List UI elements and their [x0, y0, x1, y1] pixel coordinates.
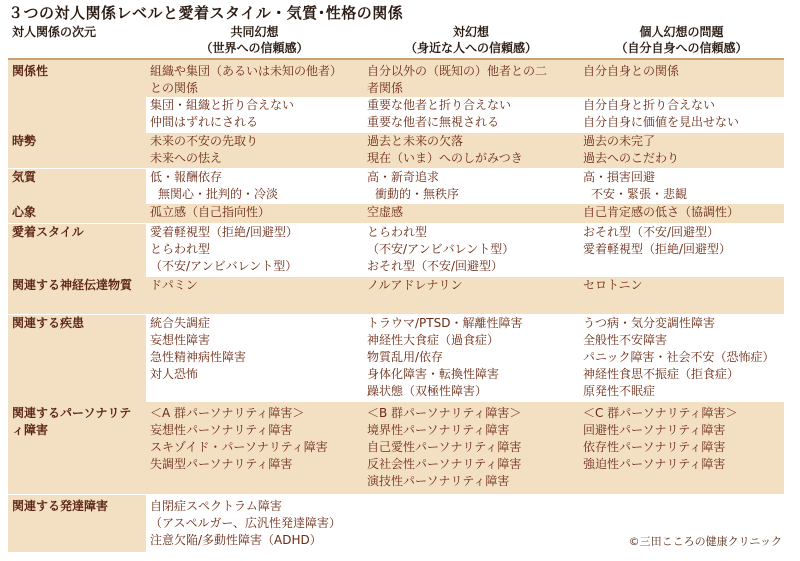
- cell: [146, 314, 363, 402]
- cell: [363, 204, 579, 223]
- cell: [363, 223, 579, 277]
- row-label: 心象: [12, 205, 37, 219]
- copyright: ©三田こころの健康クリニック: [628, 535, 782, 548]
- cell: [579, 204, 784, 223]
- cell-line: 全般性不安障害: [583, 332, 668, 347]
- cell-line: ＜A 群パーソナリティ障害＞: [150, 406, 305, 420]
- row-label: [8, 97, 146, 133]
- cell-line: 過去へのこだわり: [583, 151, 680, 165]
- table-row: [8, 402, 784, 494]
- cell-line: 神経性大食症（過食症）: [367, 332, 500, 347]
- cell: [363, 277, 579, 314]
- row-label: 関係性: [12, 64, 49, 78]
- cell-line: 自分以外の（既知の）他者との二: [367, 64, 548, 78]
- cell-line: 物質乱用/依存: [367, 349, 444, 364]
- table-row: [8, 223, 784, 277]
- cell-line: 自己愛性パーソナリティ障害: [367, 440, 522, 454]
- cell-line: セロトニン: [583, 278, 643, 292]
- cell-line: 失調型パーソナリティ障害: [150, 457, 293, 471]
- cell-line: 原発性不眠症: [583, 383, 656, 398]
- cell: [579, 97, 784, 133]
- cell: [579, 59, 784, 97]
- table-row: [8, 59, 784, 97]
- cell-line: 仲間はずれにされる: [150, 115, 259, 129]
- table-row: [8, 204, 784, 223]
- header-col2: 対幻想 （身近な人への信頼感）: [404, 25, 537, 55]
- cell-line: 妄想性障害: [150, 332, 211, 347]
- cell: [363, 133, 579, 168]
- cell-line: 反社会性パーソナリティ障害: [367, 457, 522, 471]
- cell: [579, 168, 784, 204]
- cell-line: トラウマ/PTSD・解離性障害: [367, 315, 523, 330]
- cell-line: 高・損害回避: [583, 169, 656, 184]
- cell-line: 無関心・批判的・冷淡: [158, 186, 279, 201]
- cell: [363, 494, 579, 552]
- cell-line: うつ病・気分変調性障害: [583, 315, 716, 330]
- header-dimension: 対人関係の次元: [12, 25, 97, 39]
- page-title: ３つの対人関係レベルと愛着スタイル・気質･性格の関係: [8, 4, 404, 22]
- cell-line: 身体化障害・転換性障害: [367, 366, 500, 381]
- cell-line: 演技性パーソナリティ障害: [367, 474, 510, 488]
- row-label: 時勢: [12, 134, 37, 148]
- table-row: [8, 314, 784, 402]
- cell-line: 躁状態（双極性障害）: [367, 383, 488, 398]
- cell-line: （アスペルガー、広汎性発達障害）: [150, 515, 342, 530]
- table-row: [8, 277, 784, 314]
- cell: [146, 59, 363, 97]
- cell: [146, 168, 363, 204]
- header-col1: 共同幻想 （世界への信頼感）: [200, 25, 309, 55]
- cell-line: 自分自身との関係: [583, 64, 680, 78]
- cell: [146, 402, 363, 494]
- cell-line: （不安/アンビバレント型）: [150, 258, 298, 273]
- cell-line: 妄想性パーソナリティ障害: [150, 423, 293, 437]
- cell-line: 統合失調症: [150, 315, 211, 330]
- row-label: 愛着スタイル: [8, 223, 146, 277]
- cell-line: ドパミン: [150, 278, 198, 292]
- cell-line: 空虚感: [367, 205, 404, 219]
- cell-line: 組織や集団（あるいは未知の他者）: [150, 64, 343, 78]
- cell-line: 低・報酬依存: [150, 169, 223, 184]
- cell-line: 回避性パーソナリティ障害: [583, 423, 726, 437]
- cell-line: 過去と未来の欠落: [367, 134, 464, 148]
- header-row: [8, 24, 784, 59]
- cell-line: 現在（いま）へのしがみつき: [367, 151, 523, 165]
- cell: [579, 402, 784, 494]
- cell-line: 集団・組織と折り合えない: [150, 98, 295, 112]
- cell: [146, 277, 363, 314]
- row-label: 関連するパーソナリティ障害: [12, 406, 132, 437]
- cell-line: 孤立感（自己指向性）: [150, 205, 271, 219]
- row-label: 関連する神経伝達物質: [12, 278, 133, 292]
- cell: [146, 223, 363, 277]
- relationship-table: [8, 24, 784, 552]
- cell-line: とらわれ型: [367, 224, 428, 239]
- cell-line: との関係: [150, 81, 199, 95]
- cell-line: おそれ型（不安/回避型）: [583, 224, 720, 239]
- cell: [146, 204, 363, 223]
- table-row: [8, 133, 784, 168]
- cell-line: （不安/アンビバレント型）: [367, 241, 515, 256]
- cell: [579, 277, 784, 314]
- cell: [363, 59, 579, 97]
- cell-line: 自分自身に価値を見出せない: [583, 115, 740, 129]
- cell-line: 愛着軽視型（拒絶/回避型）: [150, 224, 299, 239]
- cell-line: 愛着軽視型（拒絶/回避型）: [583, 241, 732, 256]
- cell: [363, 402, 579, 494]
- row-label: 気質: [8, 168, 146, 204]
- cell-line: スキゾイド・パーソナリティ障害: [150, 440, 328, 454]
- cell-line: 未来の不安の先取り: [150, 134, 259, 148]
- cell-line: とらわれ型: [150, 241, 211, 256]
- header-col3: 個人幻想の問題 （自分自身への信頼感）: [615, 25, 748, 55]
- cell-line: ＜B 群パーソナリティ障害＞: [367, 406, 522, 420]
- cell-line: 者関係: [367, 81, 404, 95]
- cell: [363, 97, 579, 133]
- cell-line: 未来への怯え: [150, 151, 223, 165]
- cell-line: パニック障害・社会不安（恐怖症）: [583, 349, 775, 364]
- cell-line: 急性精神病性障害: [150, 349, 247, 364]
- cell-line: 自己肯定感の低さ（協調性）: [583, 205, 740, 219]
- cell: [579, 314, 784, 402]
- cell: [363, 314, 579, 402]
- cell-line: 対人恐怖: [150, 366, 199, 381]
- cell-line: ＜C 群パーソナリティ障害＞: [583, 406, 738, 420]
- table-row: [8, 97, 784, 133]
- cell: [146, 494, 363, 552]
- cell-line: 自閉症スペクトラム障害: [150, 498, 282, 513]
- cell-line: ノルアドレナリン: [367, 278, 463, 292]
- cell-line: 境界性パーソナリティ障害: [367, 423, 510, 437]
- row-label: 関連する発達障害: [8, 494, 146, 552]
- cell-line: 重要な他者と折り合えない: [367, 98, 512, 112]
- cell-line: 過去の未完了: [583, 134, 656, 148]
- cell: [363, 168, 579, 204]
- cell: [146, 97, 363, 133]
- cell: [579, 223, 784, 277]
- cell-line: 依存性パーソナリティ障害: [583, 440, 726, 454]
- cell-line: 注意欠陥/多動性障害（ADHD）: [150, 532, 322, 547]
- cell-line: 強迫性パーソナリティ障害: [583, 457, 726, 471]
- cell-line: 自分自身と折り合えない: [583, 98, 716, 112]
- cell-line: おそれ型（不安/回避型）: [367, 258, 504, 273]
- cell-line: 神経性食思不振症（拒食症）: [583, 366, 740, 381]
- table-row: [8, 168, 784, 204]
- cell: [579, 133, 784, 168]
- cell-line: 高・新奇追求: [367, 169, 440, 184]
- cell-line: 不安・緊張・悲観: [591, 186, 688, 201]
- cell-line: 重要な他者に無視される: [367, 115, 500, 129]
- row-label: 関連する疾患: [8, 314, 146, 402]
- cell-line: 衝動的・無秩序: [375, 186, 460, 201]
- cell: [146, 133, 363, 168]
